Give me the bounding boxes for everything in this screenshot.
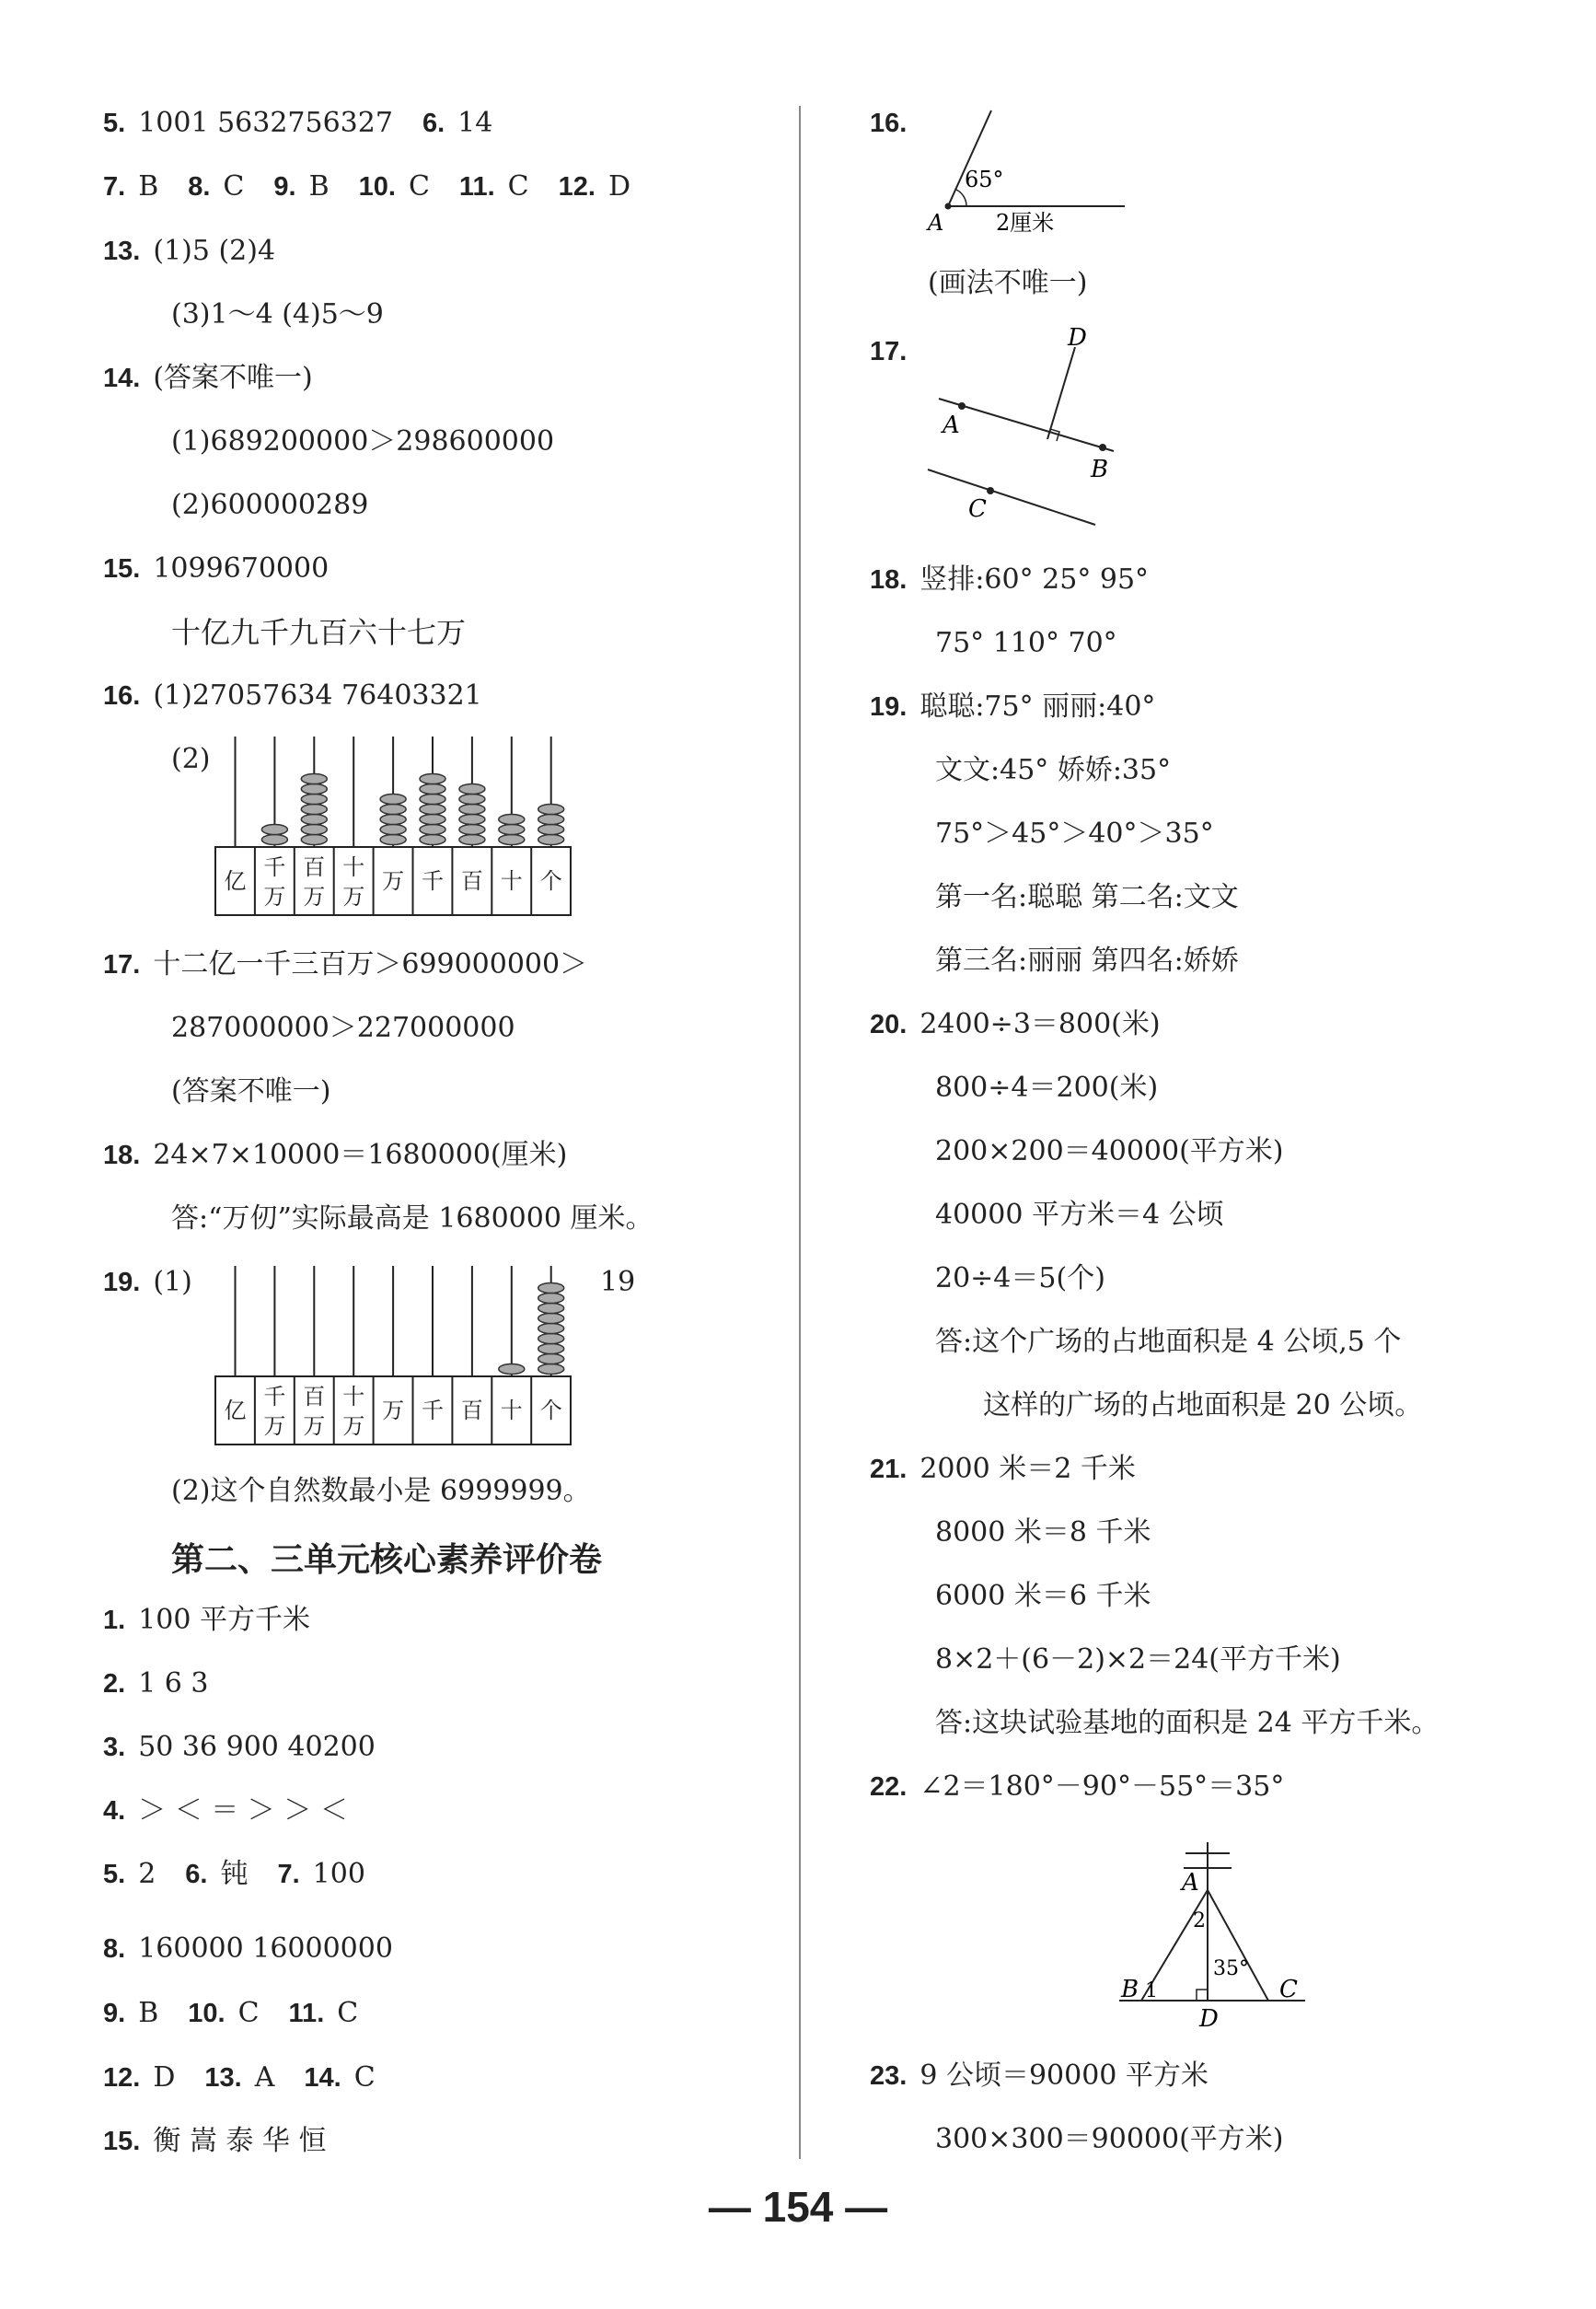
svg-text:万: 万: [342, 884, 365, 910]
answer-14-a: (1)689200000＞298600000: [171, 425, 555, 458]
answer-16-b: (2): [171, 743, 211, 775]
r-answer-17: 17.: [870, 337, 908, 366]
answer-15: 15. 1099670000: [103, 552, 330, 585]
answer-15-b: 十亿九千九百六十七万: [171, 615, 467, 650]
r-answer-19-c: 75°＞45°＞40°＞35°: [935, 818, 1214, 850]
r-answer-21-d: 8×2＋(6－2)×2＝24(平方千米): [935, 1643, 1341, 1676]
angle-65-diagram: [920, 101, 1141, 239]
svg-text:万: 万: [303, 884, 326, 910]
answer-19-b: (2)这个自然数最小是 6999999。: [171, 1475, 591, 1507]
r-answer-19-d: 第一名:聪聪 第二名:文文: [935, 881, 1239, 913]
r-answer-21-e: 答:这块试验基地的面积是 24 平方千米。: [935, 1707, 1440, 1739]
triangle-pole-diagram: [1104, 1837, 1325, 2035]
svg-text:2: 2: [1193, 1909, 1206, 1932]
question-number: 5.: [103, 109, 126, 138]
r-answer-18-b: 75° 110° 70°: [935, 627, 1117, 659]
svg-text:65°: 65°: [965, 167, 1004, 192]
abacus-diagram-1: [212, 727, 580, 930]
svg-text:A: A: [1182, 1869, 1199, 1897]
svg-text:十: 十: [500, 868, 523, 894]
r-answer-19: 19. 聪聪:75° 丽丽:40°: [870, 690, 1156, 723]
r-answer-16: 16.: [870, 109, 908, 138]
r-answer-20-e: 20÷4＝5(个): [935, 1262, 1105, 1294]
answer-17-b: 287000000＞227000000: [171, 1012, 515, 1044]
r-answer-18: 18. 竖排:60° 25° 95°: [870, 563, 1150, 596]
s-answer-8: 8. 160000 16000000: [103, 1932, 393, 1965]
svg-text:C: C: [1279, 1976, 1298, 2003]
question-number: 6.: [422, 109, 445, 138]
r-answer-22: 22. ∠2＝180°－90°－55°＝35°: [870, 1770, 1285, 1803]
answer-13: 13. (1)5 (2)4: [103, 235, 276, 267]
r-answer-21-b: 8000 米＝8 千米: [935, 1516, 1151, 1549]
answer-14: 14. (答案不唯一): [103, 362, 313, 394]
svg-text:D: D: [1068, 327, 1087, 352]
s-answer-2: 2. 1 6 3: [103, 1667, 209, 1700]
r-answer-23-b: 300×300＝90000(平方米): [935, 2123, 1284, 2155]
svg-text:35°: 35°: [1213, 1957, 1249, 1980]
svg-text:万: 万: [263, 1413, 286, 1439]
svg-text:B: B: [1121, 1976, 1139, 2003]
r-answer-20-d: 40000 平方米＝4 公顷: [935, 1199, 1224, 1231]
s-answer-1: 1. 100 平方千米: [103, 1604, 310, 1636]
r-answer-21-c: 6000 米＝6 千米: [935, 1580, 1151, 1612]
r-answer-21: 21. 2000 米＝2 千米: [870, 1453, 1136, 1485]
svg-text:C: C: [968, 495, 987, 523]
svg-text:千: 千: [263, 1384, 286, 1410]
answer-16: 16. (1)27057634 76403321: [103, 679, 482, 712]
r-answer-20-c: 200×200＝40000(平方米): [935, 1135, 1284, 1167]
svg-text:万: 万: [263, 884, 286, 910]
s-answer-9-11: 9. B 10. C 11. C: [103, 1997, 359, 2029]
svg-text:千: 千: [263, 854, 286, 880]
answer-17: 17. 十二亿一千三百万＞699000000＞: [103, 948, 588, 980]
r-answer-20-g: 这样的广场的占地面积是 20 公顷。: [983, 1389, 1423, 1421]
svg-text:B: B: [1091, 456, 1109, 483]
page-number: — 154 —: [708, 2183, 888, 2231]
s-answer-4: 4. ＞ ＜ ＝ ＞ ＞ ＜: [103, 1794, 348, 1827]
svg-text:万: 万: [342, 1413, 365, 1439]
svg-text:万: 万: [382, 1398, 405, 1423]
svg-text:万: 万: [303, 1413, 326, 1439]
r-answer-20: 20. 2400÷3＝800(米): [870, 1008, 1161, 1040]
svg-text:亿: 亿: [224, 1398, 247, 1423]
svg-text:1: 1: [1145, 1979, 1158, 2002]
svg-text:2厘米: 2厘米: [996, 210, 1055, 236]
section-title: 第二、三单元核心素养评价卷: [171, 1541, 603, 1579]
answer-row-7-12: 7. B 8. C 9. B 10. C 11. C 12. D: [103, 170, 630, 203]
svg-text:万: 万: [382, 868, 405, 894]
answer-row-5-6: 5. 1001 5632756327 6. 14: [103, 105, 522, 142]
svg-text:百: 百: [460, 1398, 483, 1423]
svg-text:个: 个: [539, 1398, 562, 1423]
r-answer-16-note: (画法不唯一): [928, 267, 1088, 299]
svg-text:百: 百: [460, 868, 483, 894]
answer-18: 18. 24×7×10000＝1680000(厘米): [103, 1139, 568, 1171]
r-answer-20-f: 答:这个广场的占地面积是 4 公顷,5 个: [935, 1326, 1402, 1358]
s-answer-15: 15. 衡 嵩 泰 华 恒: [103, 2125, 327, 2157]
answer-19: 19. (1): [103, 1266, 192, 1298]
perpendicular-diagram: [920, 327, 1141, 534]
svg-text:十: 十: [342, 854, 365, 880]
svg-text:个: 个: [539, 868, 562, 894]
r-answer-19-b: 文文:45° 娇娇:35°: [935, 754, 1172, 786]
svg-text:D: D: [1199, 2005, 1219, 2033]
r-answer-20-b: 800÷4＝200(米): [935, 1072, 1159, 1104]
s-answer-12-14: 12. D 13. A 14. C: [103, 2061, 376, 2094]
answer-18-b: 答:“万仞”实际最高是 1680000 厘米。: [171, 1202, 653, 1235]
r-answer-19-e: 第三名:丽丽 第四名:娇娇: [935, 945, 1239, 977]
svg-text:十: 十: [500, 1398, 523, 1423]
svg-text:亿: 亿: [224, 868, 247, 894]
svg-text:千: 千: [422, 1398, 444, 1423]
abacus-diagram-2: [212, 1257, 580, 1459]
answer-19-label: 19: [600, 1266, 636, 1298]
column-divider: [799, 106, 801, 2159]
s-answer-5-7: 5. 2 6. 钝 7. 100: [103, 1858, 365, 1890]
svg-text:百: 百: [303, 1384, 326, 1410]
s-answer-3: 3. 50 36 900 40200: [103, 1731, 376, 1763]
r-answer-23: 23. 9 公顷＝90000 平方米: [870, 2060, 1209, 2092]
answer-14-b: (2)600000289: [171, 489, 369, 521]
svg-text:千: 千: [422, 868, 444, 894]
svg-text:十: 十: [342, 1384, 365, 1410]
answer-17-note: (答案不唯一): [171, 1075, 331, 1108]
svg-text:百: 百: [303, 854, 326, 880]
svg-text:A: A: [943, 412, 960, 439]
answer-13-b: (3)1～4 (4)5～9: [171, 298, 384, 331]
svg-text:A: A: [928, 210, 944, 236]
